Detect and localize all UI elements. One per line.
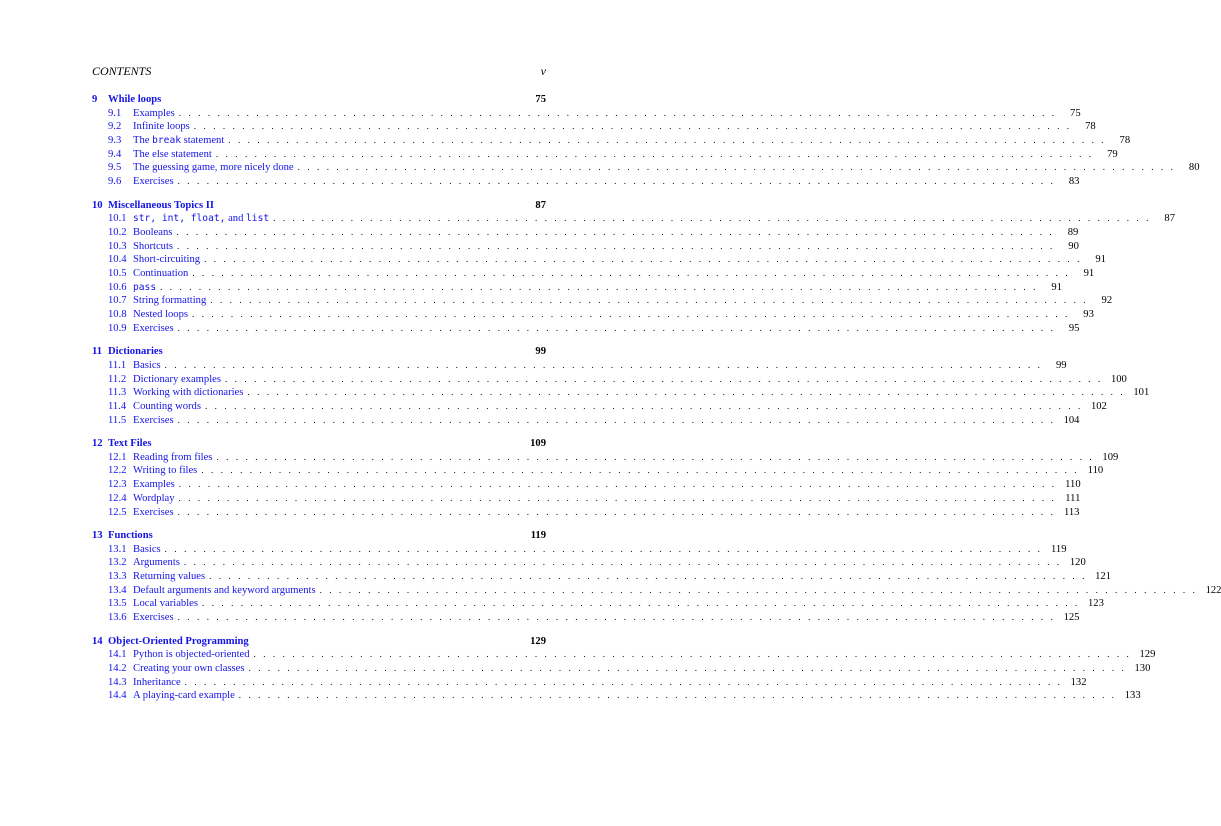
section-title-code: list — [246, 213, 270, 225]
section-title-link[interactable]: Creating your own classes — [133, 663, 245, 674]
section-page: 121 — [1095, 571, 1111, 583]
section-title-link[interactable]: The else statement — [133, 148, 212, 160]
dot-leader: . . . . . . . . . . . . . . . . . . . . . . . . . . . . . . . . . . . . . . . . . . . . . . . . . . . . . . . . . . . . . . . . . . . . . . . . . . . . . . . . . . . . . . . . . . . — [319, 584, 1198, 595]
section-title-link[interactable]: Arguments — [133, 557, 180, 569]
dot-leader: . . . . . . . . . . . . . . . . . . . . . . . . . . . . . . . . . . . . . . . . . . . . . . . . . . . . . . . . . . . . . . . . . . . . . . . . . . . . . . . . . . . . . . . . . . . — [238, 690, 1117, 701]
section-page: 90 — [1068, 240, 1079, 252]
section-page: 113 — [1063, 506, 1080, 518]
chapter-page: 99 — [535, 346, 546, 358]
section-entry[interactable] — [92, 690, 1141, 704]
section-page: 123 — [1087, 598, 1104, 610]
chapter-page: 129 — [530, 635, 546, 647]
chapter-title-link[interactable]: Dictionaries — [108, 346, 163, 358]
section-number: 10.6 — [108, 281, 127, 293]
chapter-number: 11 — [92, 346, 103, 358]
section-number: 9.6 — [108, 175, 122, 187]
section-page: 109 — [1102, 451, 1119, 463]
section-page: 91 — [1095, 254, 1106, 266]
section-number: 11.2 — [108, 373, 127, 385]
section-entry[interactable] — [92, 107, 1081, 122]
section-title-link[interactable]: Basics — [133, 359, 161, 371]
section-entry[interactable] — [92, 492, 1081, 507]
chapter-entry[interactable] — [92, 200, 546, 214]
section-entry[interactable] — [92, 121, 1096, 135]
section-number: 10.1 — [108, 213, 127, 225]
section-number: 9.1 — [108, 107, 122, 119]
table-of-contents — [92, 94, 1221, 714]
section-number: 12.4 — [108, 492, 127, 504]
section-page: 79 — [1107, 148, 1118, 160]
section-title-link[interactable]: Exercises — [133, 175, 174, 187]
section-page: 120 — [1069, 557, 1086, 569]
section-title-link[interactable]: A playing-card example — [133, 690, 235, 702]
dot-leader: . . . . . . . . . . . . . . . . . . . . . . . . . . . . . . . . . . . . . . . . . . . . . . . . . . . . . . . . . . . . . . . . . . . . . . . . . . . . . . . . . . . . . . . . . . . — [193, 121, 1072, 132]
section-number: 13.3 — [108, 571, 127, 583]
section-entry[interactable] — [92, 400, 1107, 415]
section-title-link[interactable] — [133, 213, 269, 224]
section-title-link[interactable]: Working with dictionaries — [133, 387, 244, 399]
dot-leader: . . . . . . . . . . . . . . . . . . . . . . . . . . . . . . . . . . . . . . . . . . . . . . . . . . . . . . . . . . . . . . . . . . . . . . . . . . . . . . . . . . . . . . . . . . . — [192, 308, 1070, 319]
section-entry[interactable] — [92, 612, 1080, 626]
section-title-link[interactable]: Booleans — [133, 226, 173, 238]
section-entry[interactable] — [92, 134, 1131, 149]
section-title-link[interactable]: The guessing game, more nicely done — [133, 162, 294, 174]
section-page: 91 — [1083, 267, 1095, 279]
chapter-entry[interactable] — [92, 94, 546, 108]
section-number: 11.3 — [108, 387, 127, 399]
section-title-link[interactable]: Continuation — [133, 267, 189, 279]
section-page: 102 — [1090, 400, 1107, 412]
chapter-page: 109 — [530, 438, 546, 450]
section-page: 95 — [1068, 322, 1080, 334]
section-page: 78 — [1119, 134, 1131, 146]
dot-leader: . . . . . . . . . . . . . . . . . . . . . . . . . . . . . . . . . . . . . . . . . . . . . . . . . . . . . . . . . . . . . . . . . . . . . . . . . . . . . . . . . . . . . . . . . . . — [297, 162, 1176, 173]
chapter-number: 9 — [92, 94, 98, 105]
section-title-link[interactable]: Basics — [133, 543, 161, 555]
page-header — [92, 64, 546, 80]
dot-leader: . . . . . . . . . . . . . . . . . . . . . . . . . . . . . . . . . . . . . . . . . . . . . . . . . . . . . . . . . . . . . . . . . . . . . . . . . . . . . . . . . . . . . . . . . . . — [176, 226, 1055, 237]
section-title-link[interactable]: Shortcuts — [133, 240, 174, 252]
section-page: 83 — [1068, 175, 1080, 187]
chapter-number: 12 — [92, 438, 103, 450]
section-entry[interactable] — [92, 506, 1080, 521]
dot-leader: . . . . . . . . . . . . . . . . . . . . . . . . . . . . . . . . . . . . . . . . . . . . . . . . . . . . . . . . . . . . . . . . . . . . . . . . . . . . . . . . . . . . . . . . . . . — [248, 663, 1127, 673]
section-entry[interactable] — [92, 451, 1119, 466]
chapter-number: 14 — [92, 635, 103, 647]
section-entry[interactable] — [92, 557, 1086, 571]
dot-leader: . . . . . . . . . . . . . . . . . . . . . . . . . . . . . . . . . . . . . . . . . . . . . . . . . . . . . . . . . . . . . . . . . . . . . . . . . . . . . . . . . . . . . . . . . . . — [202, 598, 1080, 609]
chapter-entry[interactable] — [92, 346, 546, 360]
section-title-link[interactable]: Writing to files — [133, 465, 198, 477]
section-title-link[interactable]: Wordplay — [133, 492, 175, 504]
running-head: CONTENTS — [92, 64, 152, 78]
section-page: 110 — [1065, 479, 1081, 491]
chapter-title-link[interactable]: While loops — [108, 94, 162, 105]
chapter-block — [92, 438, 1119, 520]
section-number: 10.4 — [108, 254, 127, 266]
section-title-text: statement — [181, 134, 225, 146]
section-number: 9.2 — [108, 121, 122, 133]
dot-leader: . . . . . . . . . . . . . . . . . . . . . . . . . . . . . . . . . . . . . . . . . . . . . . . . . . . . . . . . . . . . . . . . . . . . . . . . . . . . . . . . . . . . . . . . . . . — [209, 571, 1087, 582]
dot-leader: . . . . . . . . . . . . . . . . . . . . . . . . . . . . . . . . . . . . . . . . . . . . . . . . . . . . . . . . . . . . . . . . . . . . . . . . . . . . . . . . . . . . . . . . . . . — [224, 373, 1103, 384]
section-title-code: str, int, float, — [133, 213, 226, 225]
section-entry[interactable] — [92, 162, 1200, 176]
section-entry[interactable] — [92, 308, 1094, 323]
chapter-page: 119 — [530, 530, 546, 542]
section-entry[interactable] — [92, 598, 1104, 612]
section-entry[interactable] — [92, 465, 1104, 479]
dot-leader: . . . . . . . . . . . . . . . . . . . . . . . . . . . . . . . . . . . . . . . . . . . . . . . . . . . . . . . . . . . . . . . . . . . . . . . . . . . . . . . . . . . . . . . . . . . — [178, 107, 1057, 118]
section-number: 10.2 — [108, 226, 127, 238]
dot-leader: . . . . . . . . . . . . . . . . . . . . . . . . . . . . . . . . . . . . . . . . . . . . . . . . . . . . . . . . . . . . . . . . . . . . . . . . . . . . . . . . . . . . . . . . . . . — [177, 240, 1055, 251]
dot-leader: . . . . . . . . . . . . . . . . . . . . . . . . . . . . . . . . . . . . . . . . . . . . . . . . . . . . . . . . . . . . . . . . . . . . . . . . . . . . . . . . . . . . . . . . . . . — [184, 676, 1063, 687]
section-entry[interactable] — [92, 571, 1111, 585]
dot-leader: . . . . . . . . . . . . . . . . . . . . . . . . . . . . . . . . . . . . . . . . . . . . . . . . . . . . . . . . . . . . . . . . . . . . . . . . . . . . . . . . . . . . . . . . . . . — [204, 400, 1083, 411]
section-number: 13.4 — [108, 584, 127, 596]
section-title-link[interactable]: Exercises — [133, 612, 174, 624]
chapter-entry[interactable] — [92, 636, 546, 650]
dot-leader: . . . . . . . . . . . . . . . . . . . . . . . . . . . . . . . . . . . . . . . . . . . . . . . . . . . . . . . . . . . . . . . . . . . . . . . . . . . . . . . . . . . . . . . . . . . — [215, 148, 1094, 159]
dot-leader: . . . . . . . . . . . . . . . . . . . . . . . . . . . . . . . . . . . . . . . . . . . . . . . . . . . . . . . . . . . . . . . . . . . . . . . . . . . . . . . . . . . . . . . . . . . — [178, 492, 1057, 503]
dot-leader: . . . . . . . . . . . . . . . . . . . . . . . . . . . . . . . . . . . . . . . . . . . . . . . . . . . . . . . . . . . . . . . . . . . . . . . . . . . . . . . . . . . . . . . . . . . — [178, 479, 1057, 490]
dot-leader: . . . . . . . . . . . . . . . . . . . . . . . . . . . . . . . . . . . . . . . . . . . . . . . . . . . . . . . . . . . . . . . . . . . . . . . . . . . . . . . . . . . . . . . . . . . — [177, 175, 1056, 186]
section-title-link[interactable]: Infinite loops — [133, 121, 190, 133]
chapter-title-link[interactable]: Text Files — [108, 438, 152, 450]
section-entry[interactable] — [92, 226, 1079, 241]
dot-leader: . . . . . . . . . . . . . . . . . . . . . . . . . . . . . . . . . . . . . . . . . . . . . . . . . . . . . . . . . . . . . . . . . . . . . . . . . . . . . . . . . . . . . . . . . . . — [177, 322, 1056, 333]
dot-leader: . . . . . . . . . . . . . . . . . . . . . . . . . . . . . . . . . . . . . . . . . . . . . . . . . . . . . . . . . . . . . . . . . . . . . . . . . . . . . . . . . . . . . . . . . . . — [160, 281, 1038, 292]
section-entry[interactable] — [92, 281, 1062, 296]
chapter-entry[interactable] — [92, 530, 546, 544]
section-entry[interactable] — [92, 479, 1081, 493]
section-number: 14.1 — [108, 649, 127, 661]
section-number: 12.1 — [108, 451, 127, 463]
chapter-block — [92, 346, 1150, 428]
chapter-title-link[interactable]: Object-Oriented Programming — [108, 635, 249, 647]
section-number: 10.9 — [108, 322, 127, 334]
section-page: 122 — [1205, 584, 1221, 596]
section-title-link[interactable] — [133, 135, 224, 146]
section-page: 93 — [1083, 308, 1094, 320]
section-title-link[interactable]: Returning values — [133, 571, 206, 583]
section-title-link[interactable]: Exercises — [133, 414, 174, 426]
dot-leader: . . . . . . . . . . . . . . . . . . . . . . . . . . . . . . . . . . . . . . . . . . . . . . . . . . . . . . . . . . . . . . . . . . . . . . . . . . . . . . . . . . . . . . . . . . . — [183, 557, 1062, 568]
section-page: 99 — [1055, 359, 1067, 371]
section-number: 12.2 — [108, 465, 127, 477]
chapter-title-link[interactable]: Functions — [108, 530, 153, 542]
chapter-page: 87 — [535, 199, 546, 211]
section-page: 111 — [1065, 492, 1081, 504]
section-entry[interactable] — [92, 543, 1067, 558]
section-title-code: pass — [133, 281, 157, 293]
section-page: 87 — [1164, 213, 1175, 225]
chapter-block — [92, 94, 1200, 190]
section-number: 11.4 — [108, 400, 127, 412]
section-page: 80 — [1188, 162, 1200, 174]
chapter-number: 13 — [92, 530, 103, 542]
section-entry[interactable] — [92, 414, 1080, 429]
section-number: 13.5 — [108, 598, 127, 610]
section-entry[interactable] — [92, 649, 1156, 663]
dot-leader: . . . . . . . . . . . . . . . . . . . . . . . . . . . . . . . . . . . . . . . . . . . . . . . . . . . . . . . . . . . . . . . . . . . . . . . . . . . . . . . . . . . . . . . . . . . — [192, 267, 1071, 278]
section-title-link[interactable]: Short-circuiting — [133, 254, 201, 266]
section-number: 10.5 — [108, 267, 127, 279]
page-number: v — [540, 64, 546, 78]
section-page: 133 — [1124, 690, 1141, 702]
section-title-code: break — [152, 134, 182, 146]
section-page: 125 — [1063, 612, 1080, 624]
section-entry[interactable] — [92, 295, 1113, 309]
section-title-text: The — [133, 134, 153, 146]
section-entry[interactable] — [92, 175, 1080, 190]
section-entry[interactable] — [92, 676, 1087, 691]
section-number: 10.3 — [108, 240, 127, 252]
section-page: 130 — [1134, 663, 1151, 674]
dot-leader: . . . . . . . . . . . . . . . . . . . . . . . . . . . . . . . . . . . . . . . . . . . . . . . . . . . . . . . . . . . . . . . . . . . . . . . . . . . . . . . . . . . . . . . . . . . — [253, 649, 1132, 660]
section-number: 14.2 — [108, 663, 127, 674]
dot-leader: . . . . . . . . . . . . . . . . . . . . . . . . . . . . . . . . . . . . . . . . . . . . . . . . . . . . . . . . . . . . . . . . . . . . . . . . . . . . . . . . . . . . . . . . . . . — [177, 612, 1056, 623]
dot-leader: . . . . . . . . . . . . . . . . . . . . . . . . . . . . . . . . . . . . . . . . . . . . . . . . . . . . . . . . . . . . . . . . . . . . . . . . . . . . . . . . . . . . . . . . . . . — [164, 543, 1043, 554]
section-title-link[interactable]: Local variables — [133, 598, 199, 610]
section-number: 11.1 — [108, 359, 127, 371]
section-title-link[interactable]: String formatting — [133, 295, 207, 307]
dot-leader: . . . . . . . . . . . . . . . . . . . . . . . . . . . . . . . . . . . . . . . . . . . . . . . . . . . . . . . . . . . . . . . . . . . . . . . . . . . . . . . . . . . . . . . . . . . — [247, 387, 1126, 398]
section-title-link[interactable]: Counting words — [133, 400, 201, 412]
section-title-link[interactable]: Reading from files — [133, 451, 213, 463]
dot-leader: . . . . . . . . . . . . . . . . . . . . . . . . . . . . . . . . . . . . . . . . . . . . . . . . . . . . . . . . . . . . . . . . . . . . . . . . . . . . . . . . . . . . . . . . . . . — [177, 414, 1056, 425]
section-page: 104 — [1063, 414, 1080, 426]
section-entry[interactable] — [92, 387, 1150, 401]
chapter-number: 10 — [92, 199, 103, 211]
section-title-link[interactable]: Exercises — [133, 506, 174, 518]
dot-leader: . . . . . . . . . . . . . . . . . . . . . . . . . . . . . . . . . . . . . . . . . . . . . . . . . . . . . . . . . . . . . . . . . . . . . . . . . . . . . . . . . . . . . . . . . . . — [210, 295, 1089, 306]
section-entry[interactable] — [92, 254, 1106, 268]
section-number: 12.5 — [108, 506, 127, 518]
section-entry[interactable] — [92, 267, 1095, 282]
section-title-link[interactable]: Nested loops — [133, 308, 189, 320]
section-title-link[interactable] — [133, 282, 156, 293]
section-title-link[interactable]: Examples — [133, 479, 175, 491]
section-number: 9.5 — [108, 162, 122, 174]
chapter-page: 75 — [535, 94, 546, 105]
section-number: 13.2 — [108, 557, 127, 569]
section-title-link[interactable]: Examples — [133, 107, 175, 119]
section-page: 75 — [1070, 107, 1081, 119]
section-entry[interactable] — [92, 322, 1080, 337]
section-title-link[interactable]: Default arguments and keyword arguments — [133, 584, 316, 596]
chapter-block — [92, 199, 1175, 337]
section-number: 12.3 — [108, 479, 127, 491]
section-page: 100 — [1110, 373, 1127, 385]
section-title-text: and — [225, 213, 247, 225]
section-number: 14.3 — [108, 676, 127, 688]
section-number: 11.5 — [108, 414, 127, 426]
dot-leader: . . . . . . . . . . . . . . . . . . . . . . . . . . . . . . . . . . . . . . . . . . . . . . . . . . . . . . . . . . . . . . . . . . . . . . . . . . . . . . . . . . . . . . . . . . . — [216, 451, 1095, 462]
section-entry[interactable] — [92, 148, 1118, 163]
section-number: 9.3 — [108, 134, 122, 146]
section-page: 119 — [1051, 543, 1067, 555]
section-entry[interactable] — [92, 240, 1079, 255]
dot-leader: . . . . . . . . . . . . . . . . . . . . . . . . . . . . . . . . . . . . . . . . . . . . . . . . . . . . . . . . . . . . . . . . . . . . . . . . . . . . . . . . . . . . . . . . . . . — [273, 213, 1151, 224]
section-number: 13.6 — [108, 612, 127, 624]
section-number: 13.1 — [108, 543, 127, 555]
section-page: 89 — [1067, 226, 1079, 238]
section-entry[interactable] — [92, 373, 1127, 388]
section-page: 132 — [1070, 676, 1087, 688]
section-number: 10.7 — [108, 295, 127, 307]
chapter-entry[interactable] — [92, 438, 546, 452]
dot-leader: . . . . . . . . . . . . . . . . . . . . . . . . . . . . . . . . . . . . . . . . . . . . . . . . . . . . . . . . . . . . . . . . . . . . . . . . . . . . . . . . . . . . . . . . . . . — [201, 465, 1080, 476]
section-entry[interactable] — [92, 359, 1067, 374]
section-title-link[interactable]: Inheritance — [133, 676, 181, 688]
section-page: 110 — [1087, 465, 1104, 477]
dot-leader: . . . . . . . . . . . . . . . . . . . . . . . . . . . . . . . . . . . . . . . . . . . . . . . . . . . . . . . . . . . . . . . . . . . . . . . . . . . . . . . . . . . . . . . . . . . — [204, 254, 1082, 265]
dot-leader: . . . . . . . . . . . . . . . . . . . . . . . . . . . . . . . . . . . . . . . . . . . . . . . . . . . . . . . . . . . . . . . . . . . . . . . . . . . . . . . . . . . . . . . . . . . — [177, 506, 1056, 517]
section-page: 92 — [1101, 295, 1113, 307]
section-page: 101 — [1133, 387, 1150, 399]
dot-leader: . . . . . . . . . . . . . . . . . . . . . . . . . . . . . . . . . . . . . . . . . . . . . . . . . . . . . . . . . . . . . . . . . . . . . . . . . . . . . . . . . . . . . . . . . . . — [228, 134, 1107, 145]
section-page: 78 — [1085, 121, 1096, 133]
section-page: 129 — [1139, 649, 1156, 661]
chapter-block — [92, 635, 1156, 704]
chapter-block — [92, 530, 1221, 626]
section-number: 10.8 — [108, 308, 127, 320]
section-title-link[interactable]: Dictionary examples — [133, 373, 221, 385]
section-number: 9.4 — [108, 148, 122, 160]
section-entry[interactable] — [92, 213, 1175, 227]
section-entry[interactable] — [92, 663, 1151, 677]
section-title-link[interactable]: Exercises — [133, 322, 174, 334]
section-title-link[interactable]: Python is objected-oriented — [133, 649, 250, 661]
section-page: 91 — [1051, 281, 1062, 293]
section-number: 14.4 — [108, 690, 127, 702]
chapter-title-link[interactable]: Miscellaneous Topics II — [108, 199, 214, 211]
section-entry[interactable] — [92, 584, 1221, 599]
dot-leader: . . . . . . . . . . . . . . . . . . . . . . . . . . . . . . . . . . . . . . . . . . . . . . . . . . . . . . . . . . . . . . . . . . . . . . . . . . . . . . . . . . . . . . . . . . . — [164, 359, 1043, 370]
